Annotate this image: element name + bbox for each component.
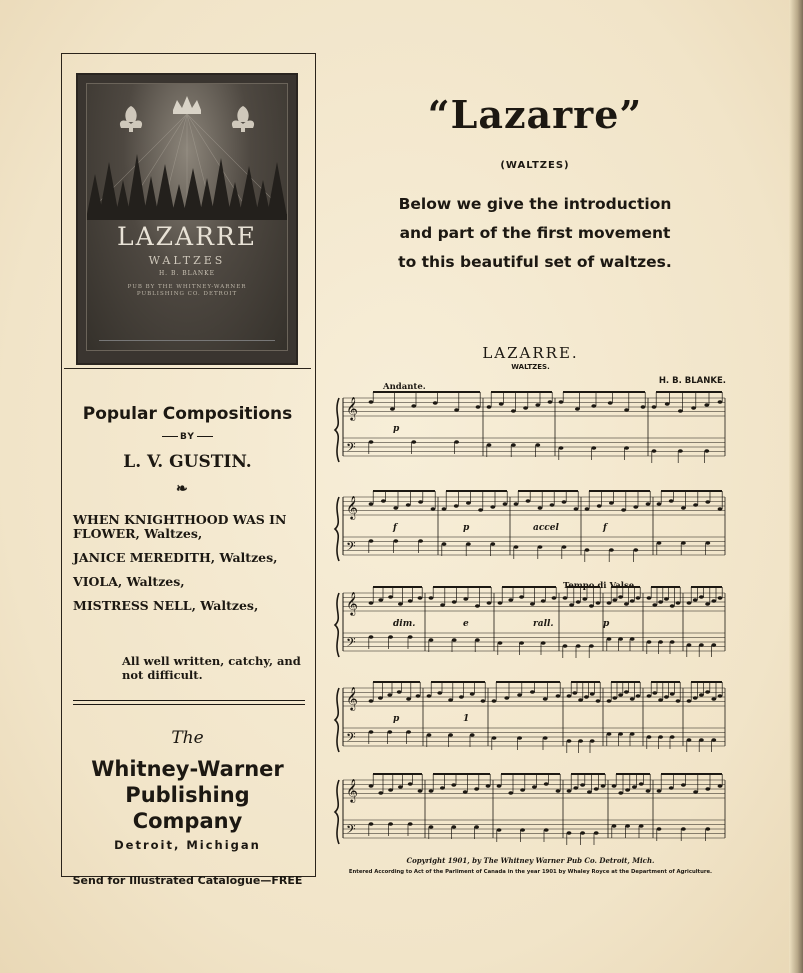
tempo-andante: Andante. — [383, 382, 426, 392]
intro-line: and part of the first movement — [399, 224, 671, 242]
publisher-the: The — [171, 728, 204, 748]
works-note: All well written, catchy, and not difficult. — [122, 654, 301, 682]
bass-clef-icon: 𝄢 — [346, 635, 356, 653]
dynamic-marking: f — [603, 523, 607, 533]
intro-line: Below we give the introduction — [398, 195, 672, 213]
catalogue-offer: Send for Illustrated Catalogue—FREE — [72, 874, 303, 887]
publisher-city: Detroit, Michigan — [114, 838, 261, 852]
author-name: L. V. GUSTIN. — [123, 452, 252, 472]
entry-notice: Entered According to Act of the Parliment of Canada in the year 1901 by Whaley Royce at the Department of Agriculture. — [348, 869, 713, 875]
work-item: JANICE MEREDITH, Waltzes, — [73, 550, 278, 565]
publisher-line: Company — [132, 809, 243, 833]
score-composer: H. B. BLANKE. — [658, 376, 726, 386]
crown-icon — [173, 96, 201, 114]
treble-clef-icon: 𝄞 — [346, 495, 358, 519]
by-text: BY — [180, 432, 195, 442]
treble-clef-icon: 𝄞 — [346, 591, 358, 615]
page-title: “Lazarre” — [427, 92, 643, 137]
dynamic-marking: f — [393, 523, 397, 533]
ornament-icon: ❧ — [176, 481, 188, 497]
treble-clef-icon: 𝄞 — [346, 396, 358, 420]
score-title: LAZARRE. — [482, 344, 579, 362]
dynamic-marking: p — [463, 523, 470, 533]
cover-illustration — [87, 84, 287, 350]
staff-system — [335, 682, 725, 753]
bass-clef-icon: 𝄢 — [346, 730, 356, 748]
cover-divider — [99, 340, 275, 341]
dynamic-marking: 1 — [463, 714, 470, 724]
intro-text — [360, 190, 710, 277]
music-score — [333, 340, 728, 885]
cover-publisher-line: PUB BY THE WHITNEY-WARNER — [127, 284, 247, 290]
bass-clef-icon: 𝄢 — [346, 822, 356, 840]
genre-label: (WALTZES) — [500, 160, 570, 171]
divider — [73, 704, 305, 705]
staff-system — [335, 392, 725, 463]
treble-clef-icon: 𝄞 — [346, 778, 358, 802]
divider — [73, 700, 305, 701]
copyright-notice: Copyright 1901, by The Whitney Warner Pub Co. Detroit, Mich. — [406, 856, 655, 865]
work-item: WHEN KNIGHTHOOD WAS IN FLOWER, Waltzes, — [73, 512, 287, 541]
publisher-line: Whitney-Warner — [91, 757, 284, 781]
dynamic-marking: p — [393, 424, 400, 434]
score-subtitle: WALTZES. — [511, 363, 550, 371]
publisher-line: Publishing — [125, 783, 250, 807]
cover-publisher-line: PUBLISHING CO. DETROIT — [136, 291, 238, 297]
intro-line: to this beautiful set of waltzes. — [398, 253, 672, 271]
treble-clef-icon: 𝄞 — [346, 686, 358, 710]
by-label — [64, 432, 311, 442]
cover-image-box — [64, 56, 311, 369]
works-list — [73, 513, 309, 623]
dynamic-marking: accel — [533, 523, 559, 533]
bass-clef-icon: 𝄢 — [346, 539, 356, 557]
cover-image — [76, 73, 298, 365]
tempo-di-valse: Tempo di Valse. — [563, 581, 638, 591]
dynamic-marking: e — [463, 619, 469, 629]
staff-system — [335, 587, 725, 658]
staff-system — [335, 774, 725, 845]
publisher-name — [64, 756, 311, 834]
bass-clef-icon: 𝄢 — [346, 440, 356, 458]
staff-systems — [333, 370, 728, 885]
cover-publisher — [87, 284, 287, 298]
cover-subtitle: WALTZES — [148, 254, 226, 267]
page-edge — [789, 0, 803, 973]
cover-composer: H. B. BLANKE — [158, 270, 216, 277]
cover-title: LAZARRE — [117, 222, 257, 251]
work-item: VIOLA, Waltzes, — [73, 574, 185, 589]
dynamic-marking: p — [603, 619, 610, 629]
popular-compositions-heading: Popular Compositions — [82, 404, 293, 424]
dynamic-marking: dim. — [393, 619, 416, 629]
work-item: MISTRESS NELL, Waltzes, — [73, 598, 259, 613]
dynamic-marking: p — [393, 714, 400, 724]
dynamic-marking: rall. — [533, 619, 554, 629]
staff-system — [335, 491, 725, 562]
